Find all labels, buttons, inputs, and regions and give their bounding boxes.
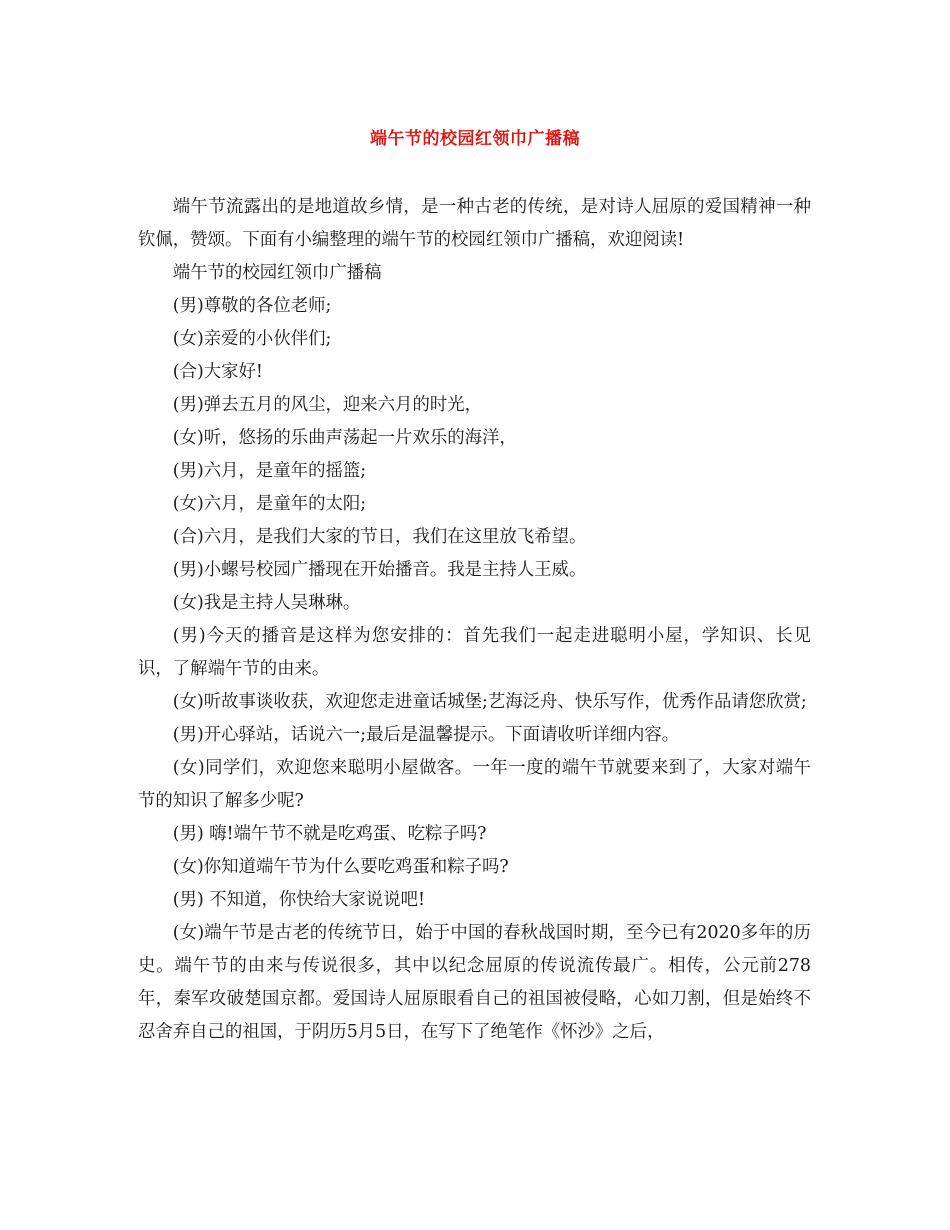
paragraph: (男)小螺号校园广播现在开始播音。我是主持人王威。 <box>172 560 587 580</box>
paragraph: (男) 嗨!端午节不就是吃鸡蛋、吃粽子吗? <box>172 824 487 844</box>
paragraph: (女)亲爱的小伙伴们; <box>172 329 332 349</box>
paragraph: (男) 不知道，你快给大家说说吧! <box>172 890 425 910</box>
paragraph: (男)弹去五月的风尘，迎来六月的时光， <box>172 395 483 415</box>
paragraph: (女)听故事谈收获，欢迎您走进童话城堡;艺海泛舟、快乐写作，优秀作品请您欣赏; <box>172 692 807 712</box>
paragraph: (女)听，悠扬的乐曲声荡起一片欢乐的海洋， <box>172 428 517 448</box>
paragraph: (合)六月，是我们大家的节日，我们在这里放飞希望。 <box>172 527 587 547</box>
paragraph: (女)同学们，欢迎您来聪明小屋做客。一年一度的端午节就要来到了，大家对端午节的知识了解多少呢? <box>138 758 811 811</box>
paragraph: (男)尊敬的各位老师; <box>172 296 332 316</box>
paragraph: (女)六月，是童年的太阳; <box>172 494 367 514</box>
paragraph: (女)端午节是古老的传统节日，始于中国的春秋战国时期，至今已有2020多年的历史。端午节的由来与传说很多，其中以纪念屈原的传说流传最广。相传，公元前278年，秦军攻破楚国京都。爱国诗人屈原眼看自己的祖国被侵略，心如刀割，但是始终不忍舍弃自己的祖国，于阴历5月5日，在写下了绝笔作《怀沙》之后， <box>138 923 811 1042</box>
paragraph: (合)大家好! <box>172 362 263 382</box>
paragraph: (女)我是主持人吴琳琳。 <box>172 593 361 613</box>
paragraph: (男)今天的播音是这样为您安排的：首先我们一起走进聪明小屋，学知识、长见识，了解端午节的由来。 <box>138 626 811 679</box>
document-body <box>138 191 811 1049</box>
paragraph: (男)开心驿站，话说六一;最后是温馨提示。下面请收听详细内容。 <box>172 725 680 745</box>
paragraph: 端午节流露出的是地道故乡情，是一种古老的传统，是对诗人屈原的爱国精神一种钦佩，赞颂。下面有小编整理的端午节的校园红领巾广播稿，欢迎阅读! <box>138 197 811 250</box>
paragraph: 端午节的校园红领巾广播稿 <box>172 263 382 283</box>
paragraph: (男)六月，是童年的摇篮; <box>172 461 367 481</box>
paragraph: (女)你知道端午节为什么要吃鸡蛋和粽子吗? <box>172 857 509 877</box>
document-title: 端午节的校园红领巾广播稿 <box>370 129 580 149</box>
